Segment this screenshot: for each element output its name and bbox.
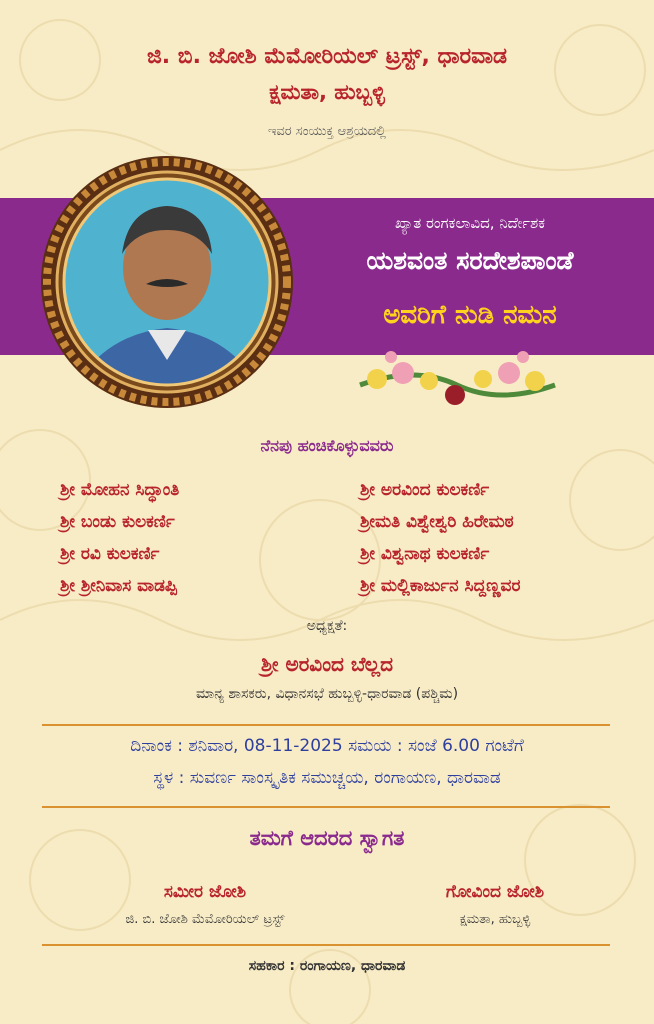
speaker-right-2: ಶ್ರೀಮತಿ ವಿಶ್ವೇಶ್ವರಿ ಹಿರೇಮಠ [360,512,514,532]
divider-line [42,944,610,946]
host-name-2: ಗೋವಿಂದ ಜೋಶಿ [445,882,545,902]
portrait-frame [38,150,296,414]
flower-garland [355,345,560,417]
speaker-left-2: ಶ್ರೀ ಬಂಡು ಕುಲಕರ್ಣಿ [60,512,175,532]
event-date-time: ದಿನಾಂಕ : ಶನಿವಾರ, 08-11-2025 ಸಮಯ : ಸಂಜೆ 6.00 ಗಂಟೆಗೆ [130,736,524,756]
organizer-trust-title: ಜಿ. ಬಿ. ಜೋಶಿ ಮೆಮೋರಿಯಲ್ ಟ್ರಸ್ಟ್, ಧಾರವಾಡ [146,44,508,69]
organizer-subtitle: ಕ್ಷಮತಾ, ಹುಬ್ಬಳ್ಳಿ [269,80,385,104]
honoree-name: ಯಶವಂತ ಸರದೇಶಪಾಂಡೆ [366,246,574,275]
speaker-right-3: ಶ್ರೀ ವಿಶ್ವನಾಥ ಕುಲಕರ್ಣಿ [360,544,490,564]
welcome-text: ತಮಗೆ ಆದರದ ಸ್ವಾಗತ [249,826,405,850]
portrait-photo [38,150,296,414]
speakers-heading: ನೆನಪು ಹಂಚಿಕೊಳ್ಳುವವರು [260,436,394,455]
speaker-right-4: ಶ್ರೀ ಮಲ್ಲಿಕಾರ್ಜುನ ಸಿದ್ದಣ್ಣವರ [360,576,521,596]
honoree-description: ಖ್ಯಾತ ರಂಗಕಲಾವಿದ, ನಿರ್ದೇಶಕ [394,214,546,232]
footer-support-text: ಸಹಕಾರ : ರಂಗಾಯಣ, ಧಾರವಾಡ [248,958,406,974]
speaker-left-1: ಶ್ರೀ ಮೋಹನ ಸಿದ್ಧಾಂತಿ [60,480,180,500]
divider-line [42,806,610,808]
chair-name: ಶ್ರೀ ಅರವಿಂದ ಬೆಲ್ಲದ [260,652,394,676]
tribute-heading: ಅವರಿಗೆ ನುಡಿ ನಮನ [383,300,557,330]
speaker-right-1: ಶ್ರೀ ಅರವಿಂದ ಕುಲಕರ್ಣಿ [360,480,490,500]
host-org-1: ಜಿ. ಬಿ. ಜೋಶಿ ಮೆಮೋರಿಯಲ್ ಟ್ರಸ್ಟ್ [125,912,285,927]
chair-label: ಅಧ್ಯಕ್ಷತೆ: [306,618,348,634]
speaker-left-4: ಶ್ರೀ ಶ್ರೀನಿವಾಸ ವಾಡಪ್ಪಿ [60,576,178,596]
host-org-2: ಕ್ಷಮತಾ, ಹುಬ್ಬಳ್ಳಿ [459,912,531,927]
chair-designation: ಮಾನ್ಯ ಶಾಸಕರು, ವಿಧಾನಸಭೆ ಹುಬ್ಬಳ್ಳಿ-ಧಾರವಾಡ (ಪಶ್ಚಿಮ) [195,686,459,702]
host-name-1: ಸಮೀರ ಜೋಶಿ [163,882,247,902]
speaker-left-3: ಶ್ರೀ ರವಿ ಕುಲಕರ್ಣಿ [60,544,160,564]
divider-line [42,724,610,726]
joint-auspices-text: ಇವರ ಸಂಯುಕ್ತ ಆಶ್ರಯದಲ್ಲಿ [267,124,386,139]
event-venue: ಸ್ಥಳ : ಸುವರ್ಣ ಸಾಂಸ್ಕೃತಿಕ ಸಮುಚ್ಚಯ, ರಂಗಾಯಣ, ಧಾರವಾಡ [153,768,501,788]
